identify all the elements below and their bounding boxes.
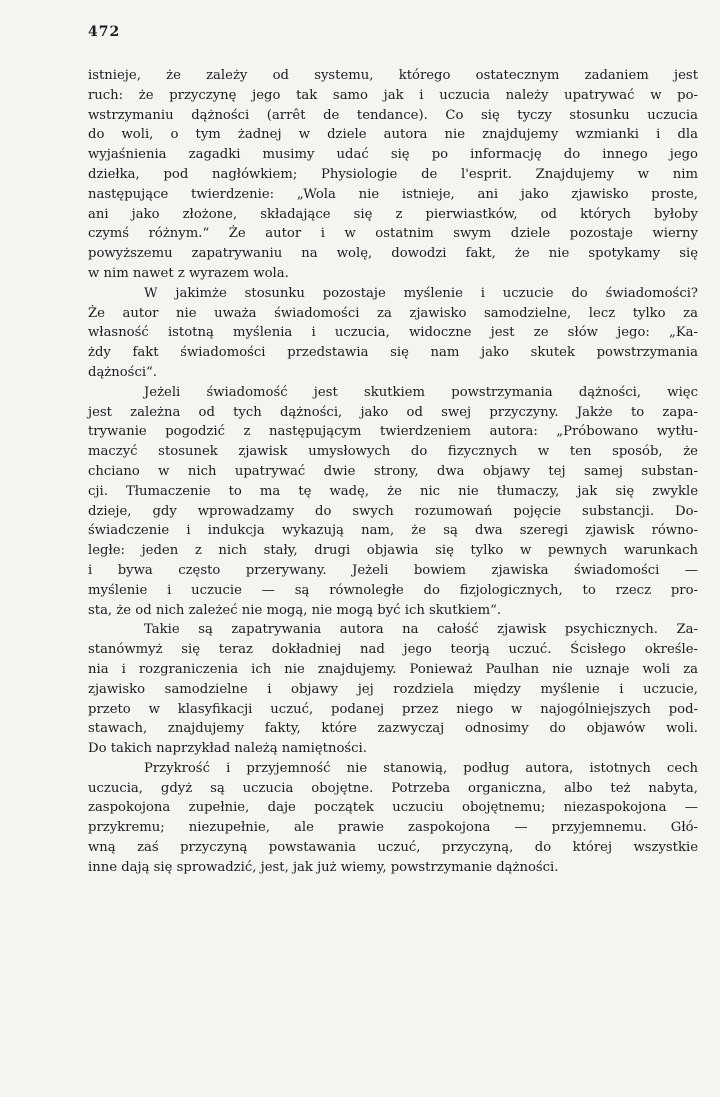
text-line: chciano w nich upatrywać dwie strony, dwa objawy tej samej substan- <box>88 463 698 479</box>
text-line: istnieje, że zależy od systemu, którego ostatecznym zadaniem jest <box>88 68 698 83</box>
text-line: zaspokojona zupełnie, daje początek uczuciu obojętnemu; niezaspokojona — <box>88 800 698 816</box>
text-line: wną zaś przyczyną powstawania uczuć, przyczyną, do której wszystkie <box>88 840 698 856</box>
text-line: następujące twierdzenie: „Wola nie istnieje, ani jako zjawisko proste, <box>88 186 698 202</box>
text-line: inne dają się sprowadzić, jest, jak już wiemy, powstrzymanie dążności. <box>88 859 559 875</box>
text-line: stanówmyż się teraz dokładniej nad jego teorją uczuć. Ścisłego określe- <box>88 642 698 658</box>
text-line: stawach, znajdujemy fakty, które zazwyczaj odnosimy do objawów woli. <box>88 721 698 737</box>
text-line: W jakimże stosunku pozostaje myślenie i uczucie do świadomości? <box>144 285 698 301</box>
text-line: myślenie i uczucie — są równoległe do fizjologicznych, to rzecz pro- <box>88 582 698 598</box>
text-line: Do takich naprzykład należą namiętności. <box>88 741 367 757</box>
text-line: do woli, o tym żadnej w dziele autora nie znajdujemy wzmianki i dla <box>88 127 698 143</box>
text-line: żdy fakt świadomości przedstawia się nam jako skutek powstrzymania <box>88 345 698 361</box>
text-line: nia i rozgraniczenia ich nie znajdujemy. Ponieważ Paulhan nie uznaje woli za <box>88 661 698 677</box>
text-line: cji. Tłumaczenie to ma tę wadę, że nic nie tłumaczy, jak się zwykle <box>88 483 698 499</box>
text-line: ruch: że przyczynę jego tak samo jak i uczucia należy upatrywać w po- <box>88 87 698 103</box>
text-line: dzieje, gdy wprowadzamy do swych rozumowań pojęcie substancji. Do- <box>88 503 698 519</box>
text-line: własność istotną myślenia i uczucia, widoczne jest ze słów jego: „Ka- <box>88 325 698 341</box>
body-text <box>88 66 698 878</box>
text-line: uczucia, gdyż są uczucia obojętne. Potrzeba organiczna, albo też nabyta, <box>88 780 698 796</box>
text-line: jest zależna od tych dążności, jako od swej przyczyny. Jakże to zapa- <box>88 404 698 420</box>
text-line: wstrzymaniu dążności (arrêt de tendance). Co się tyczy stosunku uczucia <box>88 107 698 123</box>
text-line: przeto w klasyfikacji uczuć, podanej przez niego w najogólniejszych pod- <box>88 701 698 717</box>
text-line: ległe: jeden z nich stały, drugi objawia się tylko w pewnych warunkach <box>88 543 698 559</box>
text-line: Jeżeli świadomość jest skutkiem powstrzymania dążności, więc <box>144 384 698 400</box>
text-line: sta, że od nich zależeć nie mogą, nie mogą być ich skutkiem“. <box>88 602 502 618</box>
text-line: dziełka, pod nagłówkiem; Physiologie de l'esprit. Znajdujemy w nim <box>88 166 698 182</box>
text-line: zjawisko samodzielne i objawy jej rozdziela między myślenie i uczucie, <box>88 681 698 697</box>
text-line: ani jako złożone, składające się z pierwiastków, od których byłoby <box>88 206 698 222</box>
text-line: w nim nawet z wyrazem wola. <box>88 265 289 281</box>
text-line: trywanie pogodzić z następującym twierdzeniem autora: „Próbowano wytłu- <box>88 424 698 440</box>
text-line: maczyć stosunek zjawisk umysłowych do fizycznych w ten sposób, że <box>88 444 698 460</box>
text-line: Przykrość i przyjemność nie stanowią, podług autora, istotnych cech <box>144 760 698 776</box>
text-line: powyższemu zapatrywaniu na wolę, dowodzi fakt, że nie spotykamy się <box>88 246 698 262</box>
text-line: i bywa często przerywany. Jeżeli bowiem zjawiska świadomości — <box>88 562 698 578</box>
text-line: dążności“. <box>88 364 157 380</box>
text-line: Takie są zapatrywania autora na całość zjawisk psychicznych. Za- <box>144 622 698 638</box>
text-line: czymś różnym.“ Że autor i w ostatnim swym dziele pozostaje wierny <box>88 226 698 242</box>
text-line: wyjaśnienia zagadki musimy udać się po informację do innego jego <box>88 147 698 163</box>
text-line: przykremu; niezupełnie, ale prawie zaspokojona — przyjemnemu. Głó- <box>88 820 698 836</box>
text-line: Że autor nie uważa świadomości za zjawisko samodzielne, lecz tylko za <box>88 305 698 321</box>
text-line: świadczenie i indukcja wykazują nam, że są dwa szeregi zjawisk równo- <box>88 523 698 539</box>
page-number: 472 <box>88 24 121 40</box>
